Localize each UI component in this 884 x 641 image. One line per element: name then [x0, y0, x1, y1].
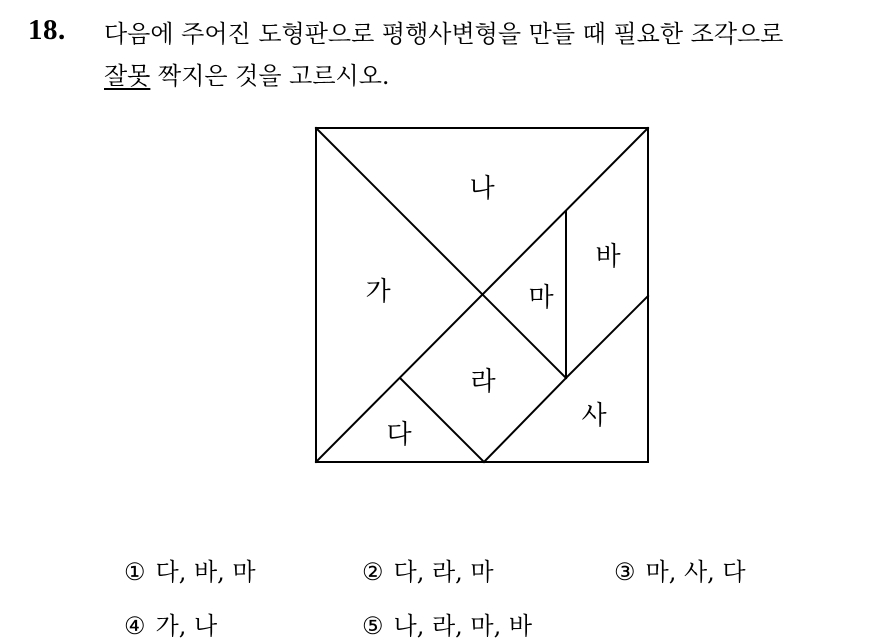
choice-2[interactable]	[362, 552, 494, 587]
choice-text: 다, 바, 마	[155, 558, 256, 586]
piece-label-ba: 바	[595, 242, 621, 272]
piece-label-ma: 마	[528, 283, 554, 313]
piece-label-da: 다	[386, 420, 412, 450]
piece-label-ga: 가	[365, 277, 391, 307]
question-number: 18.	[28, 14, 66, 46]
question-text-rest: 짝지은 것을 고르시오.	[150, 62, 390, 90]
question-text-line1: 다음에 주어진 도형판으로 평행사변형을 만들 때 필요한 조각으로	[104, 20, 784, 48]
cut-ra-sa-1	[484, 378, 566, 462]
choice-text: 가, 나	[155, 612, 218, 640]
choice-text: 다, 라, 마	[393, 558, 494, 586]
choice-3[interactable]	[614, 552, 746, 587]
choice-marker: ③	[614, 558, 636, 586]
choice-5[interactable]	[362, 606, 532, 641]
choice-1[interactable]	[124, 552, 256, 587]
choice-4[interactable]	[124, 606, 217, 641]
choice-marker: ④	[124, 612, 146, 640]
choice-text: 마, 사, 다	[645, 558, 746, 586]
choice-marker: ⑤	[362, 612, 384, 640]
choice-text: 나, 라, 마, 바	[393, 612, 533, 640]
cut-ra-sa-2	[566, 296, 648, 378]
diagonal-main	[316, 128, 566, 378]
piece-label-na: 나	[469, 174, 495, 204]
choice-marker: ①	[124, 558, 146, 586]
piece-label-sa: 사	[581, 401, 607, 431]
choice-marker: ②	[362, 558, 384, 586]
piece-label-ra: 라	[470, 367, 496, 397]
underlined-word: 잘못	[104, 62, 151, 90]
